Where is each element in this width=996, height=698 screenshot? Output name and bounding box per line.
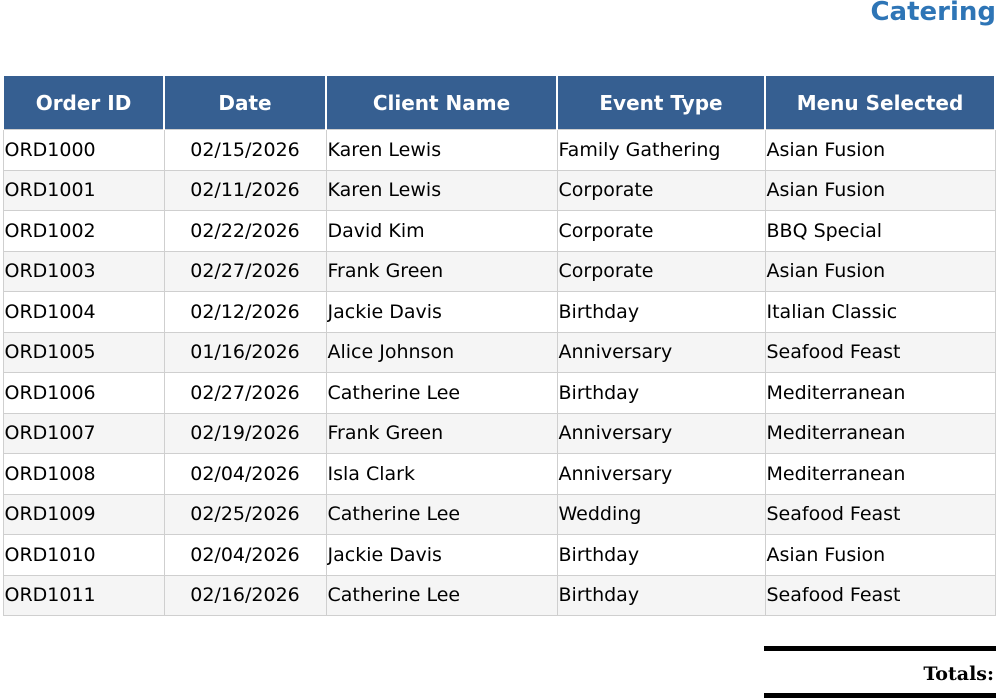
sheet-title: Catering <box>870 0 996 27</box>
client-name-cell[interactable]: Karen Lewis <box>326 170 557 211</box>
header-date[interactable]: Date <box>164 76 326 130</box>
event-type-cell[interactable]: Anniversary <box>557 413 765 454</box>
table-row <box>3 373 995 414</box>
event-type-cell[interactable]: Wedding <box>557 494 765 535</box>
event-type-cell[interactable]: Family Gathering <box>557 130 765 171</box>
menu-selected-cell[interactable]: Seafood Feast <box>765 575 995 616</box>
date-cell[interactable]: 01/16/2026 <box>164 332 326 373</box>
menu-selected-cell[interactable]: Mediterranean <box>765 373 995 414</box>
client-name-cell[interactable]: Alice Johnson <box>326 332 557 373</box>
table-row <box>3 211 995 252</box>
client-name-cell[interactable]: Jackie Davis <box>326 292 557 333</box>
date-cell[interactable]: 02/27/2026 <box>164 373 326 414</box>
table-row <box>3 170 995 211</box>
event-type-cell[interactable]: Corporate <box>557 211 765 252</box>
client-name-cell[interactable]: Catherine Lee <box>326 373 557 414</box>
menu-selected-cell[interactable]: Seafood Feast <box>765 494 995 535</box>
table-row <box>3 292 995 333</box>
client-name-cell[interactable]: David Kim <box>326 211 557 252</box>
table-row <box>3 454 995 495</box>
client-name-cell[interactable]: Frank Green <box>326 413 557 454</box>
date-cell[interactable]: 02/25/2026 <box>164 494 326 535</box>
menu-selected-cell[interactable]: Asian Fusion <box>765 251 995 292</box>
date-cell[interactable]: 02/19/2026 <box>164 413 326 454</box>
order-id-cell[interactable]: ORD1010 <box>3 535 164 576</box>
event-type-cell[interactable]: Corporate <box>557 251 765 292</box>
client-name-cell[interactable]: Frank Green <box>326 251 557 292</box>
header-event-type[interactable]: Event Type <box>557 76 765 130</box>
event-type-cell[interactable]: Anniversary <box>557 332 765 373</box>
date-cell[interactable]: 02/04/2026 <box>164 454 326 495</box>
date-cell[interactable]: 02/27/2026 <box>164 251 326 292</box>
menu-selected-cell[interactable]: Italian Classic <box>765 292 995 333</box>
date-cell[interactable]: 02/12/2026 <box>164 292 326 333</box>
order-id-cell[interactable]: ORD1011 <box>3 575 164 616</box>
event-type-cell[interactable]: Anniversary <box>557 454 765 495</box>
date-cell[interactable]: 02/15/2026 <box>164 130 326 171</box>
table-row <box>3 413 995 454</box>
totals-row <box>764 646 996 698</box>
client-name-cell[interactable]: Isla Clark <box>326 454 557 495</box>
date-cell[interactable]: 02/04/2026 <box>164 535 326 576</box>
order-id-cell[interactable]: ORD1008 <box>3 454 164 495</box>
menu-selected-cell[interactable]: Mediterranean <box>765 413 995 454</box>
event-type-cell[interactable]: Birthday <box>557 373 765 414</box>
menu-selected-cell[interactable]: Seafood Feast <box>765 332 995 373</box>
orders-table <box>2 75 996 616</box>
date-cell[interactable]: 02/22/2026 <box>164 211 326 252</box>
table-row <box>3 332 995 373</box>
header-order-id[interactable]: Order ID <box>3 76 164 130</box>
order-id-cell[interactable]: ORD1003 <box>3 251 164 292</box>
table-row <box>3 535 995 576</box>
menu-selected-cell[interactable]: Asian Fusion <box>765 170 995 211</box>
event-type-cell[interactable]: Corporate <box>557 170 765 211</box>
menu-selected-cell[interactable]: Asian Fusion <box>765 130 995 171</box>
table-row <box>3 130 995 171</box>
table-row <box>3 575 995 616</box>
client-name-cell[interactable]: Catherine Lee <box>326 494 557 535</box>
menu-selected-cell[interactable]: Mediterranean <box>765 454 995 495</box>
totals-label: Totals: <box>923 663 994 685</box>
table-row <box>3 494 995 535</box>
client-name-cell[interactable]: Jackie Davis <box>326 535 557 576</box>
menu-selected-cell[interactable]: BBQ Special <box>765 211 995 252</box>
header-menu-selected[interactable]: Menu Selected <box>765 76 995 130</box>
event-type-cell[interactable]: Birthday <box>557 535 765 576</box>
order-id-cell[interactable]: ORD1000 <box>3 130 164 171</box>
event-type-cell[interactable]: Birthday <box>557 575 765 616</box>
order-id-cell[interactable]: ORD1005 <box>3 332 164 373</box>
order-id-cell[interactable]: ORD1004 <box>3 292 164 333</box>
date-cell[interactable]: 02/16/2026 <box>164 575 326 616</box>
client-name-cell[interactable]: Karen Lewis <box>326 130 557 171</box>
header-client-name[interactable]: Client Name <box>326 76 557 130</box>
order-id-cell[interactable]: ORD1006 <box>3 373 164 414</box>
date-cell[interactable]: 02/11/2026 <box>164 170 326 211</box>
order-id-cell[interactable]: ORD1007 <box>3 413 164 454</box>
order-id-cell[interactable]: ORD1001 <box>3 170 164 211</box>
menu-selected-cell[interactable]: Asian Fusion <box>765 535 995 576</box>
header-row <box>3 76 995 130</box>
table-row <box>3 251 995 292</box>
order-id-cell[interactable]: ORD1002 <box>3 211 164 252</box>
order-id-cell[interactable]: ORD1009 <box>3 494 164 535</box>
event-type-cell[interactable]: Birthday <box>557 292 765 333</box>
client-name-cell[interactable]: Catherine Lee <box>326 575 557 616</box>
